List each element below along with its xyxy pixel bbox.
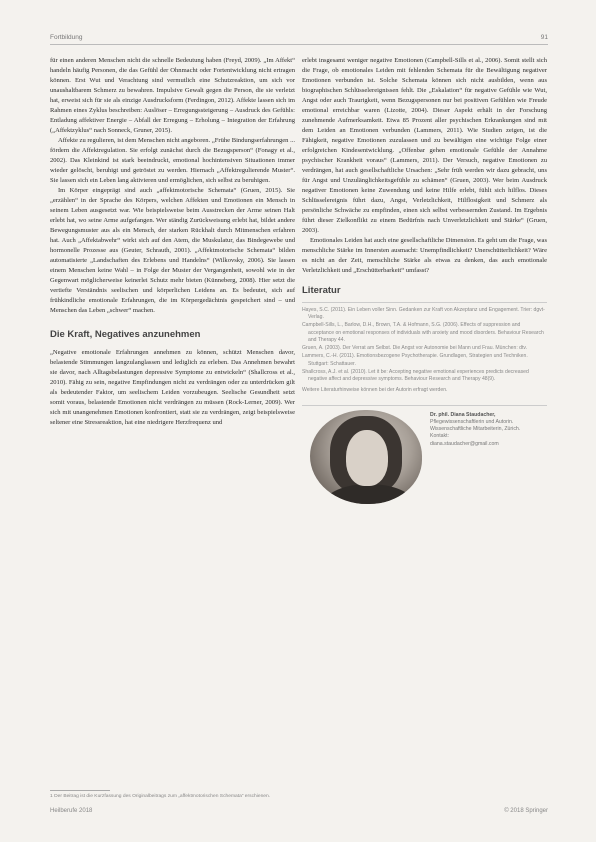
footer-copyright: © 2018 Springer — [504, 808, 548, 814]
right-paragraph-2: Emotionales Leiden hat auch eine gesellschaftliche Dimension. Es geht um die Frage, was menschliche Stärke im Innersten ausmacht: Unempfindlichkeit? Unerschütterlichkeit? Wäre es nicht an der Zeit, menschliche Stärke als etwas zu denken, das auch emotionale Verletzlichkeit und „Erschütterbarkeit“ umfasst? — [302, 237, 547, 274]
reference-item: Gruen, A. (2003). Der Verrat am Selbst. Die Angst vor Autonomie bei Mann und Frau. München: dtv. — [302, 345, 527, 352]
right-column — [302, 56, 547, 511]
author-name: Dr. phil. Diana Staudacher, — [430, 411, 496, 418]
reference-item: Shallcross, A.J. et al. (2010). Let it be: Accepting negative emotional experiences predicts decreased negative affect and depressive symptoms. Behaviour Research and Therapy 48(9). — [302, 368, 529, 383]
header-page-number: 91 — [540, 33, 548, 41]
author-line: Wissenschaftliche Mitarbeiterin, Zürich. — [430, 426, 521, 433]
author-line: Pflegewissenschaftlerin und Autorin. — [430, 419, 514, 426]
right-paragraph-1: erlebt insgesamt weniger negative Emotionen (Campbell-Sills et al., 2006). Somit stellt sich die Frage, ob emotionales Leiden mit fehlenden Schemata für die Bewältigung negativer Emotionen verbunden ist. Solche Schemata können sich nicht ausbilden, wenn aus biographischen Schlüsselereignissen fehlt. Die „Eskalation“ für negative Gefühle wie Wut, Angst oder auch Traurigkeit, wenn Bezugspersonen nur bei positiven Gefühlen wie Freude emotional erreichbar waren (Lizotte, 2004). Dieser Aspekt erhält in der Forschung zunehmende Aufmerksamkeit. Etwa 85 Prozent aller psychischen Erkrankungen sind mit dem Leiden an Emotionen verbunden (Lammers, 2011). Wie Studien zeigen, ist die Fähigkeit, negative Emotionen zuzulassen und zu bewältigen eine wichtige Folge einer erfolgreichen Kindesentwicklung. „Offenbar gehen emotionale Gefühle der Annahme psychischer Krankheit voraus“ (Lammers, 2011). Der Versuch, negative Emotionen zu verdrängen, hat auch gesellschaftliche Ursachen: „Sehr früh werden wir dazu gebracht, uns für Angst und Unzulänglichkeitsgefühle zu schämen“ (Gruen, 2003). Wer beim Ausdruck negativer Emotionen keine Zuwendung und keine Hilfe erlebt, fühlt sich hilflos. Dieses Schlüsselereignis führt dazu, Angst, Verletzlichkeit, Hilflosigkeit und Schmerz als persönliche Schwäche zu empfinden, einen sich selbst verbessernden Zustand. Im Ergebnis führt dieser Zielkonflikt zu einem Bedürfnis nach Unverletzlichkeit und Stärke“ (Gruen, 2003). — [302, 57, 547, 234]
reference-note: Weitere Literaturhinweise können bei der Autorin erfragt werden. — [302, 387, 448, 394]
author-photo — [310, 410, 422, 504]
page-header — [50, 30, 548, 45]
author-box — [302, 405, 547, 511]
footnote-text: 1 Der Beitrag ist die Kurzfassung des Originalbeitrags zum „affektmotorischen Schemata“ erschienen. — [50, 794, 271, 799]
literature-title: Literatur — [302, 285, 341, 296]
author-line: Kontakt: — [430, 433, 450, 440]
reference-item: Campbell-Sills, L., Barlow, D.H., Brown, T.A. & Hofmann, S.G. (2006). Effects of suppression and acceptance on emotional responses of individuals with anxiety and mood disorders. Behaviour Research and Therapy 44. — [302, 322, 544, 344]
section-title: Die Kraft, Negatives anzunehmen — [50, 329, 201, 340]
author-info — [430, 412, 548, 448]
left-paragraph-2: Affekte zu regulieren, ist dem Menschen nicht angeboren. „Frühe Bindungserfahrungen ... fördern die Affektregulation. Sie erfolgt zunächst durch die Bezugsperson“ (Fonagy et al., 2002). Das Kleinkind ist stark beeindruckt, emotional hochintensiven Situationen immer wieder gelöscht, beruhigt und getröstet zu werden. Hiernach „Affektregulierende Muster“. Sie lassen sich ein Leben lang aktivieren und ermöglichen, sich selbst zu beruhigen. — [50, 137, 295, 184]
author-email: diana.staudacher@gmail.com — [430, 440, 499, 447]
section-paragraph: „Negative emotionale Erfahrungen annehmen zu können, schützt Menschen davor, belastende Stimmungen langzulanglassen und lediglich zu erleben. Das Annehmen bewahrt sie davor, nach Alltagsbelastungen depressive Symptome zu entwickeln“ (Shallcross et al., 2010). Fähig zu sein, negative Empfindungen nicht zu verdrängen oder zu unterdrücken gilt als bedeutender Faktor, um seelischem Leiden vorzubeugen. Seelische Gesundheit setzt somit voraus, belastende Emotionen nicht verdrängen zu müssen (Rock-Lerner, 2009). Wer sich mit unangenehmen Emotionen konfrontiert, statt sie zu verdrängen, zeigt beispielsweise seltener eine Stressreaktion, hat eine niedrigere Herzfrequenz und — [50, 349, 295, 426]
page-footer — [50, 808, 548, 818]
footer-journal: Heilberufe 2018 — [50, 808, 93, 814]
reference-list — [302, 302, 547, 395]
left-paragraph-3: Im Körper eingeprägt sind auch „affektmotorische Schemata“ (Gruen, 2015). Sie „erzählen“ in der Sprache des Körpers, welchen Affekten und Emotionen ein Mensch in seinem Leben ausgesetzt war. Wie beispielsweise beim Ausstrecken der Arme seinen Halt erlebt hat, wo seine Arme aufgefangen. Wer ständig Zurückweisung erlebt hat, bildet andere Bewegungsmuster aus als ein Mensch, der starken Rückhalt durch Mitmenschen erfahren hat. Auch „Affektabwehr“ wirkt sich auf den Atem, die Muskulatur, das Bindegewebe und hormonelle Prozesse aus (Geuter, Schrauth, 2001). „Affektmotorische Schemata“ bilden automatisierte „Landschaften des Erlebens und Handelns“ (Wilkovsky, 2006). Sie lassen einem Menschen keine Wahl – in Folge der Muster der Vergangenheit, sowohl wie in der Gegenwart möglicherweise keinerlei Schutz mehr bieten (Künneberg, 2008). Hier setzt die vertiefte Verständnis seelischen und körperlichen Leidens an. Es bedeutet, sich auf frühkindliche emotionale Erfahrungen, die im Körpergedächtnis gespeichert sind – und Menschen das Leben „schwer“ machen. — [50, 187, 295, 314]
reference-item: Hayes, S.C. (2011). Ein Leben voller Sinn. Gedanken zur Kraft von Akzeptanz und Engagement. Trier: dgvt-Verlag. — [302, 307, 545, 321]
footnote — [50, 790, 271, 799]
left-paragraph-1: für einen anderen Menschen nicht die schnelle Bedeutung haben (Freyd, 2009). „Im Affekt“ handeln häufig Personen, die das Gefühl der Ohnmacht oder Fortentwicklung nicht ertragen können. Erst Wut und Verachtung sind vermutlich eine Schutzreaktion, um sich vor unaushaltbarem Schmerz zu bewahren. Impulsive Gewalt gegen die Person, die sie verletzt hat, erweist sich für sie als einzige Ausdrucksform (Ferdingon, 2012). Affekte lassen sich im Rahmen eines Zyklus beschreiben: Auslöser – Erregungssteigerung – Ausdruck des Gefühls: Entladung affektiver Energie – Abfall der Erregung – Erholung – Integration der Erfahrung („Affektzyklus“ nach Sonneck, Gruner, 2015). — [50, 57, 295, 134]
reference-item: Lammers, C.-H. (2011). Emotionsbezogene Psychotherapie. Grundlagen, Strategien und Techniken. Stuttgart: Schattauer. — [302, 353, 528, 367]
left-column — [50, 56, 295, 428]
header-section-label: Fortbildung — [50, 33, 83, 41]
